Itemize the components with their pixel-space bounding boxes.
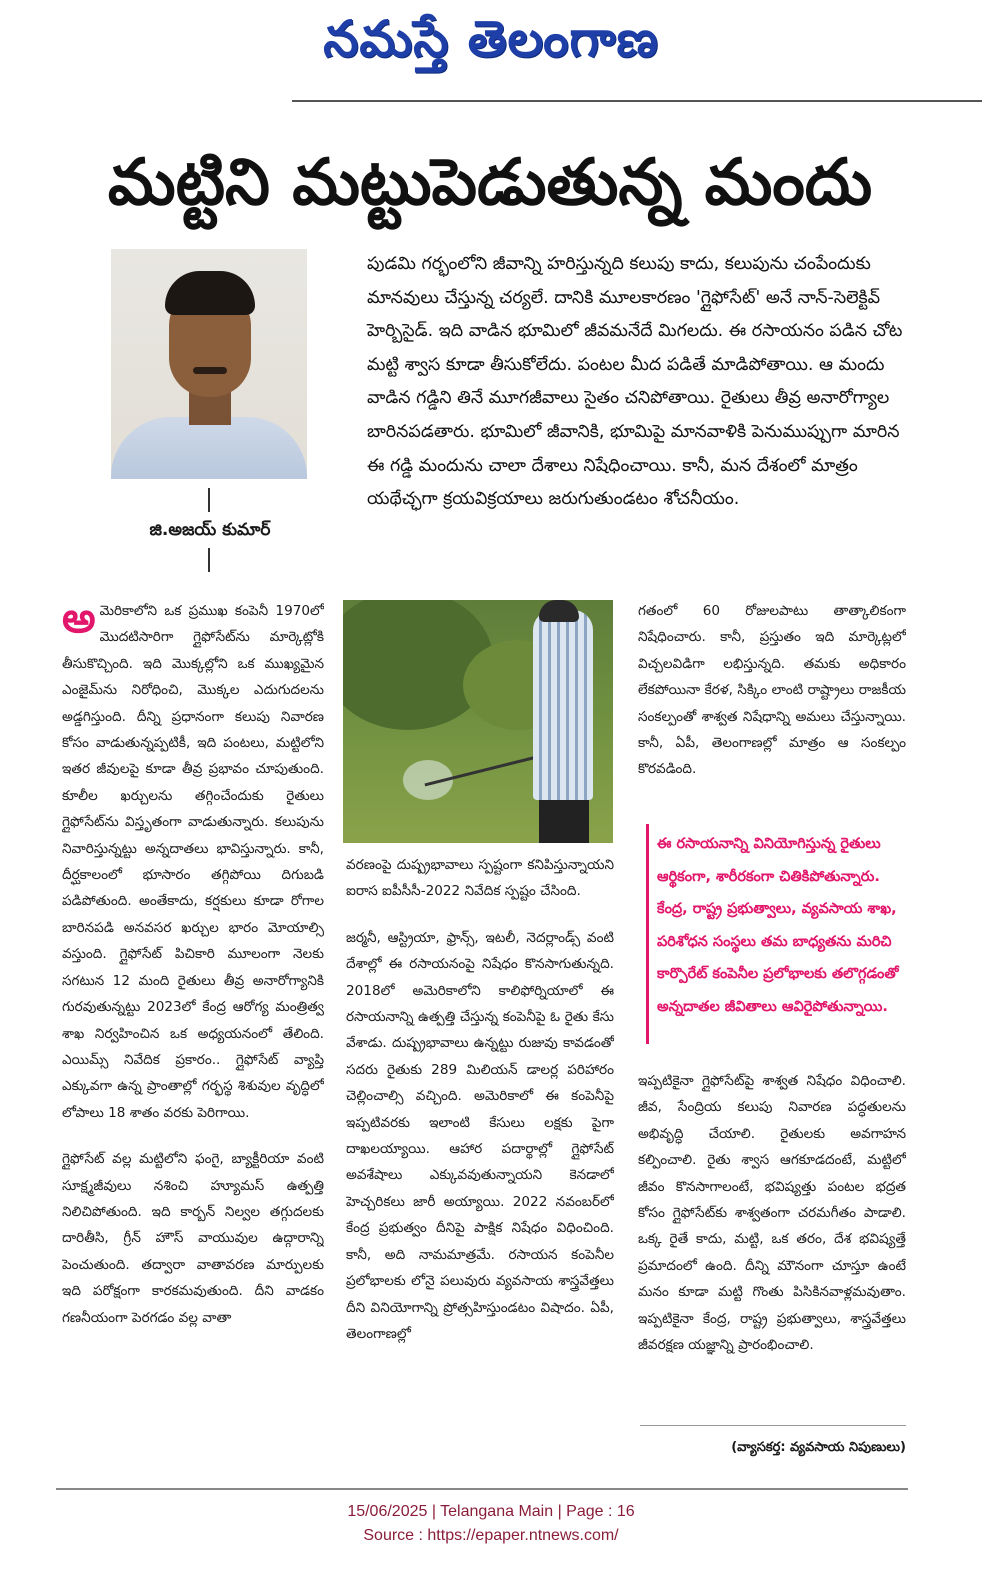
farmer-spraying-photo xyxy=(343,600,613,843)
article-column-2 xyxy=(346,852,614,1478)
masthead xyxy=(0,0,982,100)
column-1-paragraph-1: అమెరికాలోని ఒక ప్రముఖ కంపెనీ 1970లో మొదటిసారిగా గ్లైఫోసేట్‌ను మార్కెట్లోకి తీసుకొచ్చింది. ఇది మొక్కల్లోని ఒక ముఖ్యమైన ఎంజైమ్‌ను నిరోధించి, మొక్కల ఎదుగుదలను అడ్డగిస్తుంది. దీన్ని ప్రధానంగా కలుపు నివారణ కోసం వాడుతున్నప్పటికీ, ఇది పంటలు, మట్టిలోని ఇతర జీవులపై కూడా తీవ్ర ప్రభావం చూపుతుంది. కూలీల ఖర్చులను తగ్గించేందుకు రైతులు గ్లైఫోసేట్‌ను విస్తృతంగా వాడుతున్నారు. కలుపును నివారిస్తున్నట్టు అన్నదాతలు భావిస్తున్నారు. కానీ, దీర్ఘకాలంలో భూసారం తగ్గిపోయి దిగుబడి పడిపోతుంది. అంతేకాదు, కర్షకులు కూడా రోగాల బారినపడి అనవసర ఖర్చుల భారం మోయాల్సి వస్తుంది. గ్లైఫోసేట్ పిచికారి మూలంగా నెలకు సగటున 12 మంది రైతులు తీవ్ర అనారోగ్యానికి గురవుతున్నట్టు 2023లో కేంద్ర ఆరోగ్య మంత్రిత్వ శాఖ నిర్వహించిన ఒక అధ్యయనంలో తేలింది. ఎయిమ్స్ నివేదిక ప్రకారం.. గ్లైఫోసేట్ వ్యాప్తి ఎక్కువగా ఉన్న ప్రాంతాల్లో గర్భస్థ శిశువుల వృద్ధిలో లోపాలు 18 శాతం వరకు పెరిగాయి. xyxy=(62,598,324,1121)
drop-cap: అ xyxy=(62,598,96,642)
footer-source[interactable]: Source : https://epaper.ntnews.com/ xyxy=(363,1527,619,1544)
article-column-3 xyxy=(638,598,906,808)
credit-rule xyxy=(640,1425,906,1426)
author-credit: (వ్యాసకర్త: వ్యవసాయ నిపుణులు) xyxy=(731,1440,906,1455)
page-bottom-rule xyxy=(56,1488,908,1490)
pull-quote xyxy=(646,824,910,1044)
footer-meta: 15/06/2025 | Telangana Main | Page : 16 xyxy=(347,1503,635,1520)
divider-tick xyxy=(208,488,210,512)
column-2-paragraph-1: వరణంపై దుష్ప్రభావాలు స్పష్టంగా కనిపిస్తున్నాయని ఐరాస ఐపీసీసీ-2022 నివేదిక స్పష్టం చేసింది. xyxy=(346,857,614,900)
page-footer xyxy=(0,1500,982,1560)
author-byline: జి.అజయ్ కుమార్ xyxy=(149,520,271,540)
column-3-paragraph-2: ఇప్పటికైనా గ్లైఫోసేట్‌పై శాశ్వత నిషేధం విధించాలి. జీవ, సేంద్రియ కలుపు నివారణ పద్ధతులను అభివృద్ధి చేయాలి. రైతులకు అవగాహన కల్పించాలి. రైతు శ్వాస ఆగకూడదంటే, మట్టిలో జీవం కొనసాగాలంటే, భవిష్యత్తు పంటల భద్రత కోసం గ్లైఫోసేట్‌కు శాశ్వతంగా చరమగీతం పాడాలి. ఒక్క రైతే కాదు, మట్టి, ఒక తరం, దేశ భవిష్యత్తే ప్రమాదంలో ఉంది. దీన్ని మౌనంగా చూస్తూ ఉంటే మనం కూడా మట్టి గొంతు పిసికినవాళ్లమవుతాం. ఇప్పటికైనా కేంద్ర, రాష్ట్ర ప్రభుత్వాలు, శాస్త్రవేత్తలు జీవరక్షణ యజ్ఞాన్ని ప్రారంభించాలి. xyxy=(638,1073,906,1354)
column-2-paragraph-2: జర్మనీ, ఆస్ట్రియా, ఫ్రాన్స్, ఇటలీ, నెదర్లాండ్స్ వంటి దేశాల్లో ఈ రసాయనంపై నిషేధం కొనసాగుతున్నది. 2018లో అమెరికాలోని కాలిఫోర్నియాలో ఈ రసాయనాన్ని ఉత్పత్తి చేస్తున్న కంపెనీపై ఓ రైతు కేసు వేశాడు. దుష్ప్రభావాలు ఉన్నట్టు రుజువు కావడంతో సదరు రైతుకు 289 మిలియన్ డాలర్ల పరిహారం చెల్లించాల్సి వచ్చింది. అమెరికాలో ఈ కంపెనీపై ఇప్పటివరకు ఇలాంటి కేసులు లక్షకు పైగా దాఖలయ్యాయి. ఆహార పదార్థాల్లో గ్లైఫోసేట్ అవశేషాలు ఎక్కువవుతున్నాయని కెనడాలో హెచ్చరికలు జారీ అయ్యాయి. 2022 నవంబర్‌లో కేంద్ర ప్రభుత్వం దీనిపై పాక్షిక నిషేధం విధించింది. కానీ, అది నామమాత్రమే. రసాయన కంపెనీల ప్రలోభాలకు లోనై పలువురు వ్యవసాయ శాస్త్రవేత్తలు దీని వినియోగాన్ని ప్రోత్సహిస్తుండటం విషాదం. ఏపీ, తెలంగాణల్లో xyxy=(346,929,614,1342)
author-photo xyxy=(111,249,307,479)
article-headline: మట్టిని మట్టుపెడుతున్న మందు xyxy=(107,146,873,220)
masthead-rule xyxy=(292,100,982,102)
article-column-1 xyxy=(62,598,324,1478)
intro-text: పుడమి గర్భంలోని జీవాన్ని హరిస్తున్నది కలుపు కాదు, కలుపును చంపేందుకు మానవులు చేస్తున్న చర్యలే. దానికి మూలకారణం 'గ్లైఫోసేట్' అనే నాన్-సెలెక్టివ్ హెర్బిసైడ్. ఇది వాడిన భూమిలో జీవమనేదే మిగలదు. ఈ రసాయనం పడిన చోట మట్టి శ్వాస కూడా తీసుకోలేదు. పంటల మీద పడితే మాడిపోతాయి. ఆ మందు వాడిన గడ్డిని తినే మూగజీవాలు సైతం చనిపోతాయి. రైతులు తీవ్ర అనారోగ్యాల బారినపడతారు. భూమిలో జీవానికి, భూమిపై మానవాళికి పెనుముప్పుగా మారిన ఈ గడ్డి మందును చాలా దేశాలు నిషేధించాయి. కానీ, మన దేశంలో మాత్రం యథేచ్ఛగా క్రయవిక్రయాలు జరుగుతుండటం శోచనీయం. xyxy=(367,254,903,510)
column-1-paragraph-2: గ్లైఫోసేట్ వల్ల మట్టిలోని ఫంగై, బ్యాక్టీరియా వంటి సూక్ష్మజీవులు నశించి హ్యూమస్ ఉత్పత్తి నిలిచిపోతుంది. ఇది కార్బన్ నిల్వల తగ్గుదలకు దారితీసి, గ్రీన్ హౌస్ వాయువుల ఉద్గారాన్ని పెంచుతుంది. తద్వారా వాతావరణ మార్పులకు ఇది పరోక్షంగా కారకమవుతుంది. దీని వాడకం గణనీయంగా పెరగడం వల్ల వాతా xyxy=(62,1151,324,1326)
newspaper-logo: నమస్తే తెలంగాణ xyxy=(323,10,659,68)
article-column-3-continued xyxy=(638,1068,906,1423)
pull-quote-text: ఈ రసాయనాన్ని వినియోగిస్తున్న రైతులు ఆర్థికంగా, శారీరకంగా చితికిపోతున్నారు. కేంద్ర, రాష్ట్ర ప్రభుత్వాలు, వ్యవసాయ శాఖ, పరిశోధన సంస్థలు తమ బాధ్యతను మరిచి కార్పొరేట్ కంపెనీల ప్రలోభాలకు తలొగ్గడంతో అన్నదాతల జీవితాలు ఆవిరైపోతున్నాయి. xyxy=(657,836,899,1015)
article-intro xyxy=(367,248,907,578)
divider-tick xyxy=(208,548,210,572)
column-3-paragraph-1: గతంలో 60 రోజులపాటు తాత్కాలికంగా నిషేధించారు. కానీ, ప్రస్తుతం ఇది మార్కెట్లలో విచ్చలవిడిగా లభిస్తున్నది. తమకు అధికారం లేకపోయినా కేరళ, సిక్కిం లాంటి రాష్ట్రాలు రాజకీయ సంకల్పంతో శాశ్వత నిషేధాన్ని అమలు చేస్తున్నాయి. కానీ, ఏపీ, తెలంగాణల్లో మాత్రం ఆ సంకల్పం కొరవడింది. xyxy=(638,603,906,778)
